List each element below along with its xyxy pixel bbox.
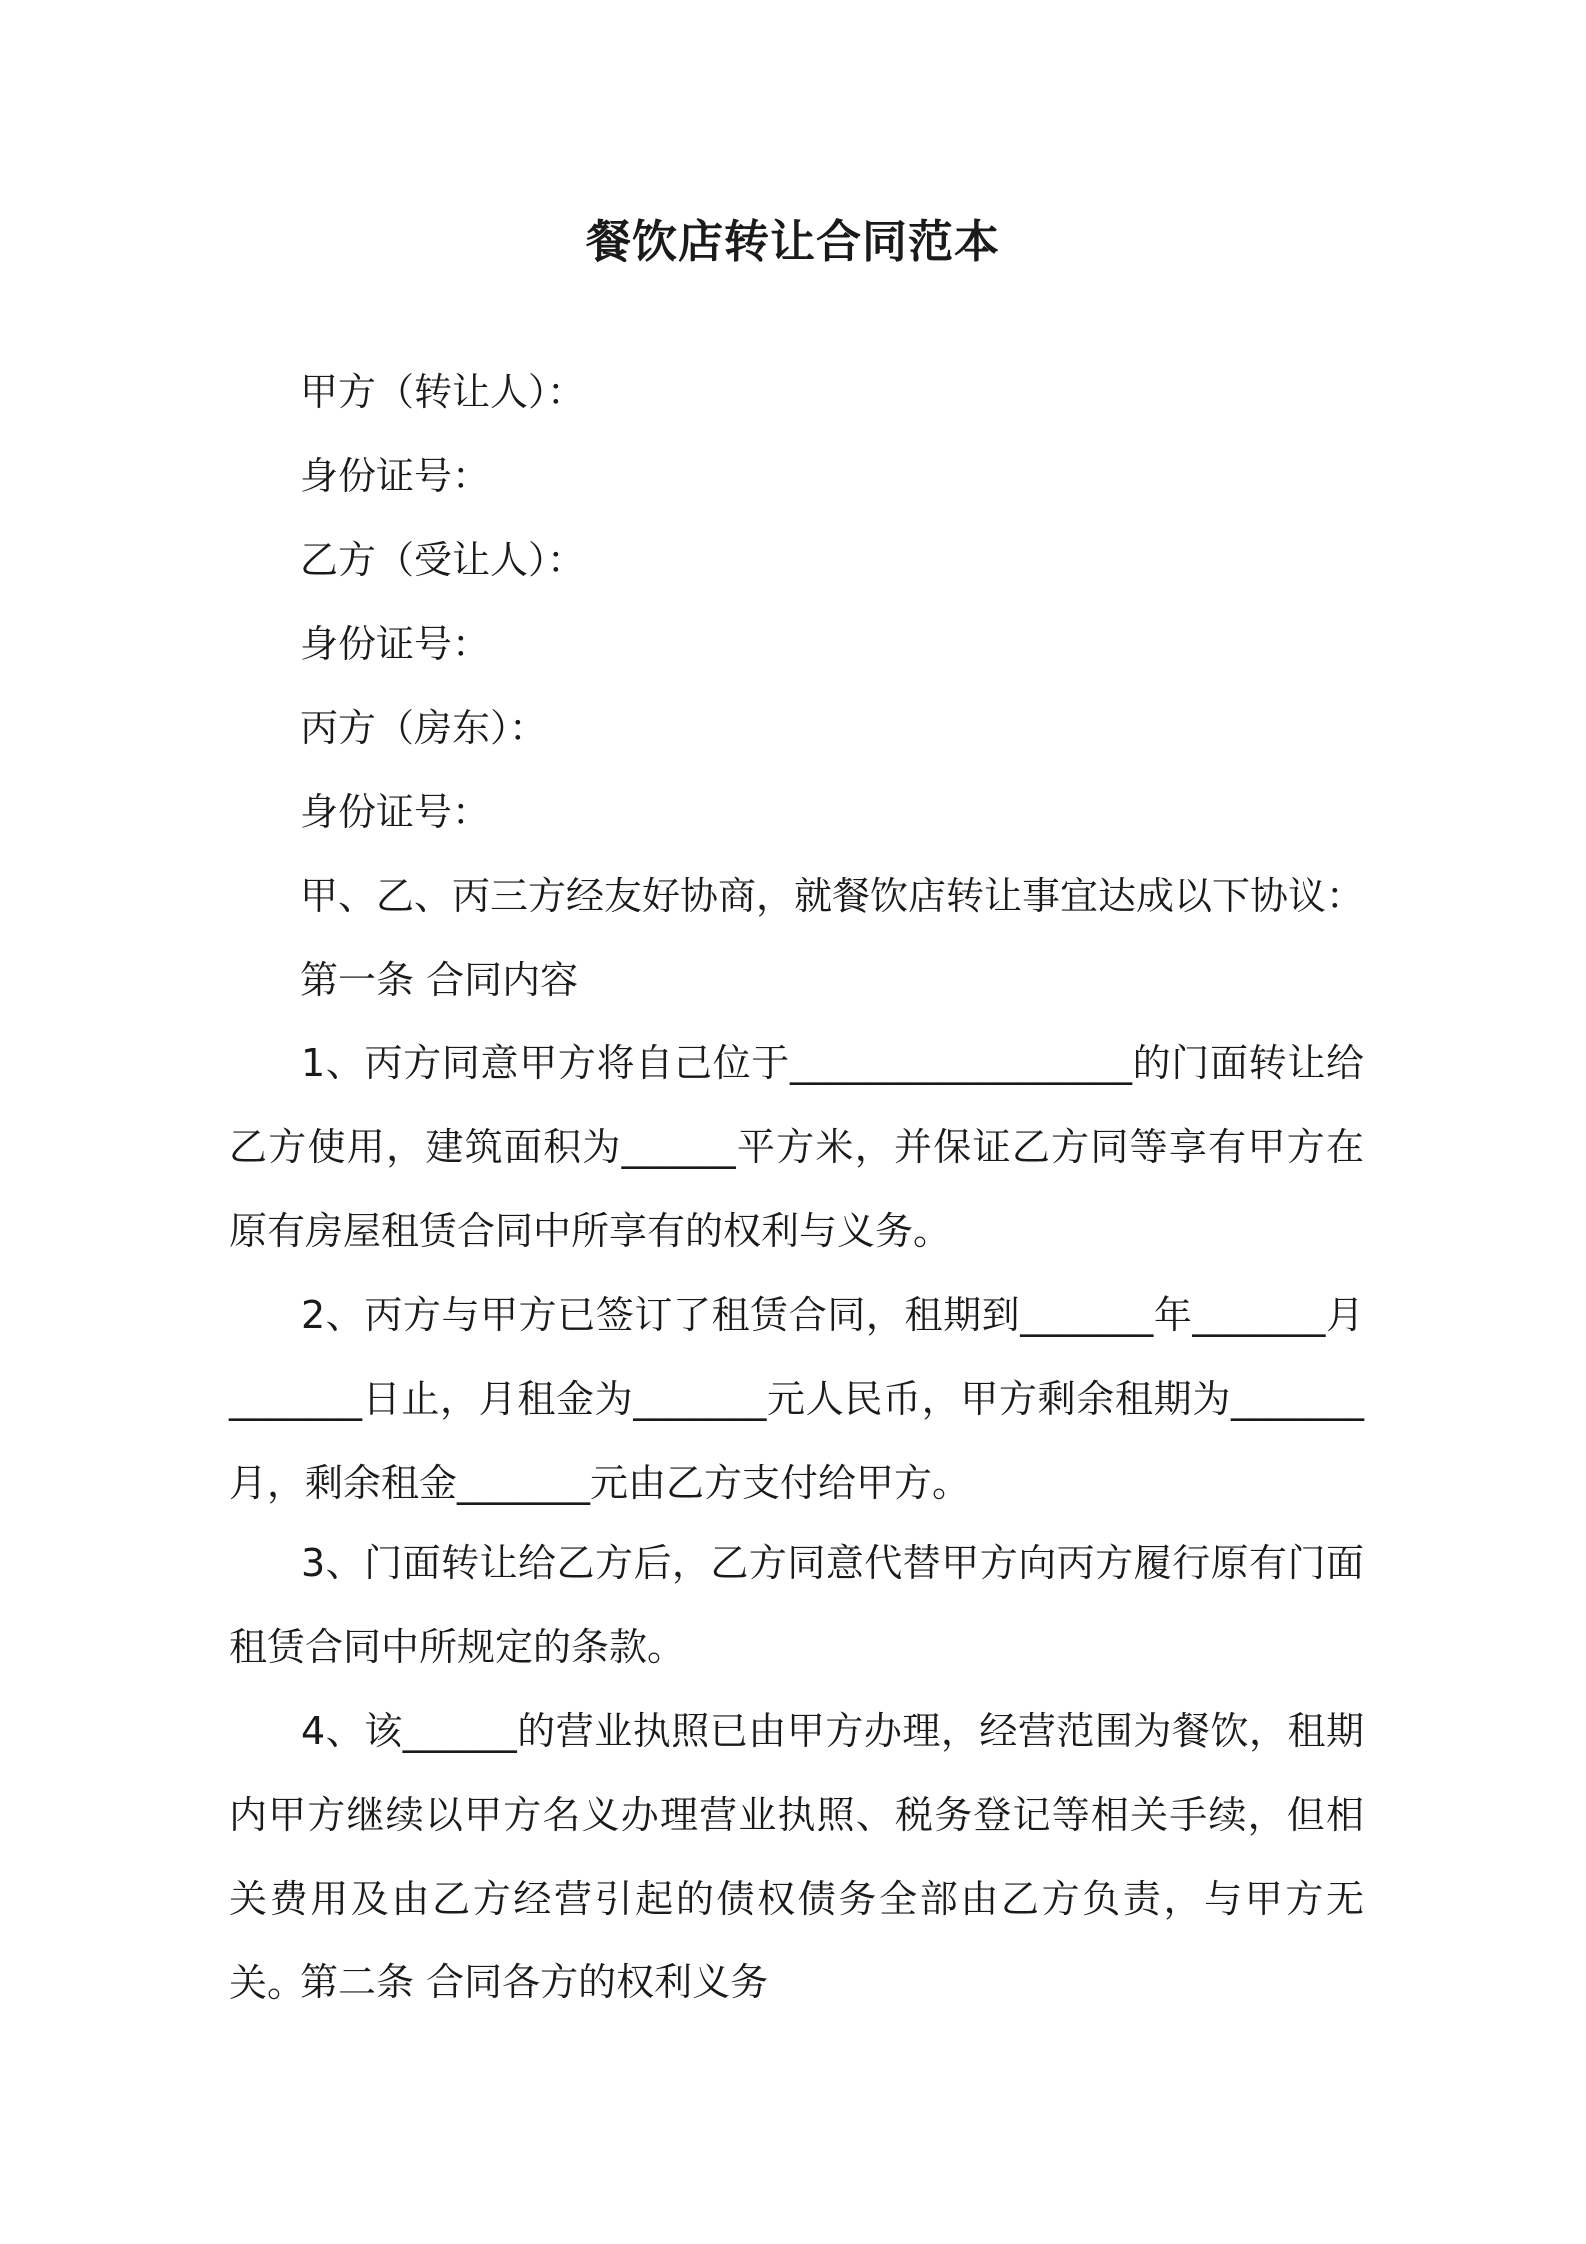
clause-4: 4、该______的营业执照已由甲方办理，经营范围为餐饮，租期内甲方继续以甲方名义办理营业执照、税务登记等相关手续，但相关费用及由乙方经营引起的债权债务全部由乙方负责，与甲方无关。	[229, 1709, 1364, 2005]
clause-3: 3、门面转让给乙方后，乙方同意代替甲方向丙方履行原有门面租赁合同中所规定的条款。	[229, 1541, 1364, 1669]
document-title: 餐饮店转让合同范本	[585, 215, 1000, 268]
party-b-line: 乙方（受让人）：	[300, 538, 586, 582]
intro-line: 甲、乙、丙三方经友好协商，就餐饮店转让事宜达成以下协议：	[300, 874, 1365, 918]
party-a-line: 甲方（转让人）：	[300, 370, 586, 414]
party-c-id-line: 身份证号：	[300, 790, 491, 834]
party-a-id-line: 身份证号：	[300, 454, 491, 498]
party-c-line: 丙方（房东）：	[300, 706, 548, 750]
clause-1: 1、丙方同意甲方将自己位于__________________的门面转让给乙方使用，建筑面积为______平方米，并保证乙方同等享有甲方在原有房屋租赁合同中所享有的权利与义务。	[229, 1041, 1364, 1253]
clause-2: 2、丙方与甲方已签订了租赁合同，租期到_______年_______月_______日止，月租金为_______元人民币，甲方剩余租期为_______月，剩余租金_______元由乙方支付给甲方。	[229, 1293, 1364, 1505]
article-2-heading: 第二条 合同各方的权利义务	[300, 1960, 769, 2004]
article-1-heading: 第一条 合同内容	[300, 958, 579, 1002]
party-b-id-line: 身份证号：	[300, 622, 491, 666]
